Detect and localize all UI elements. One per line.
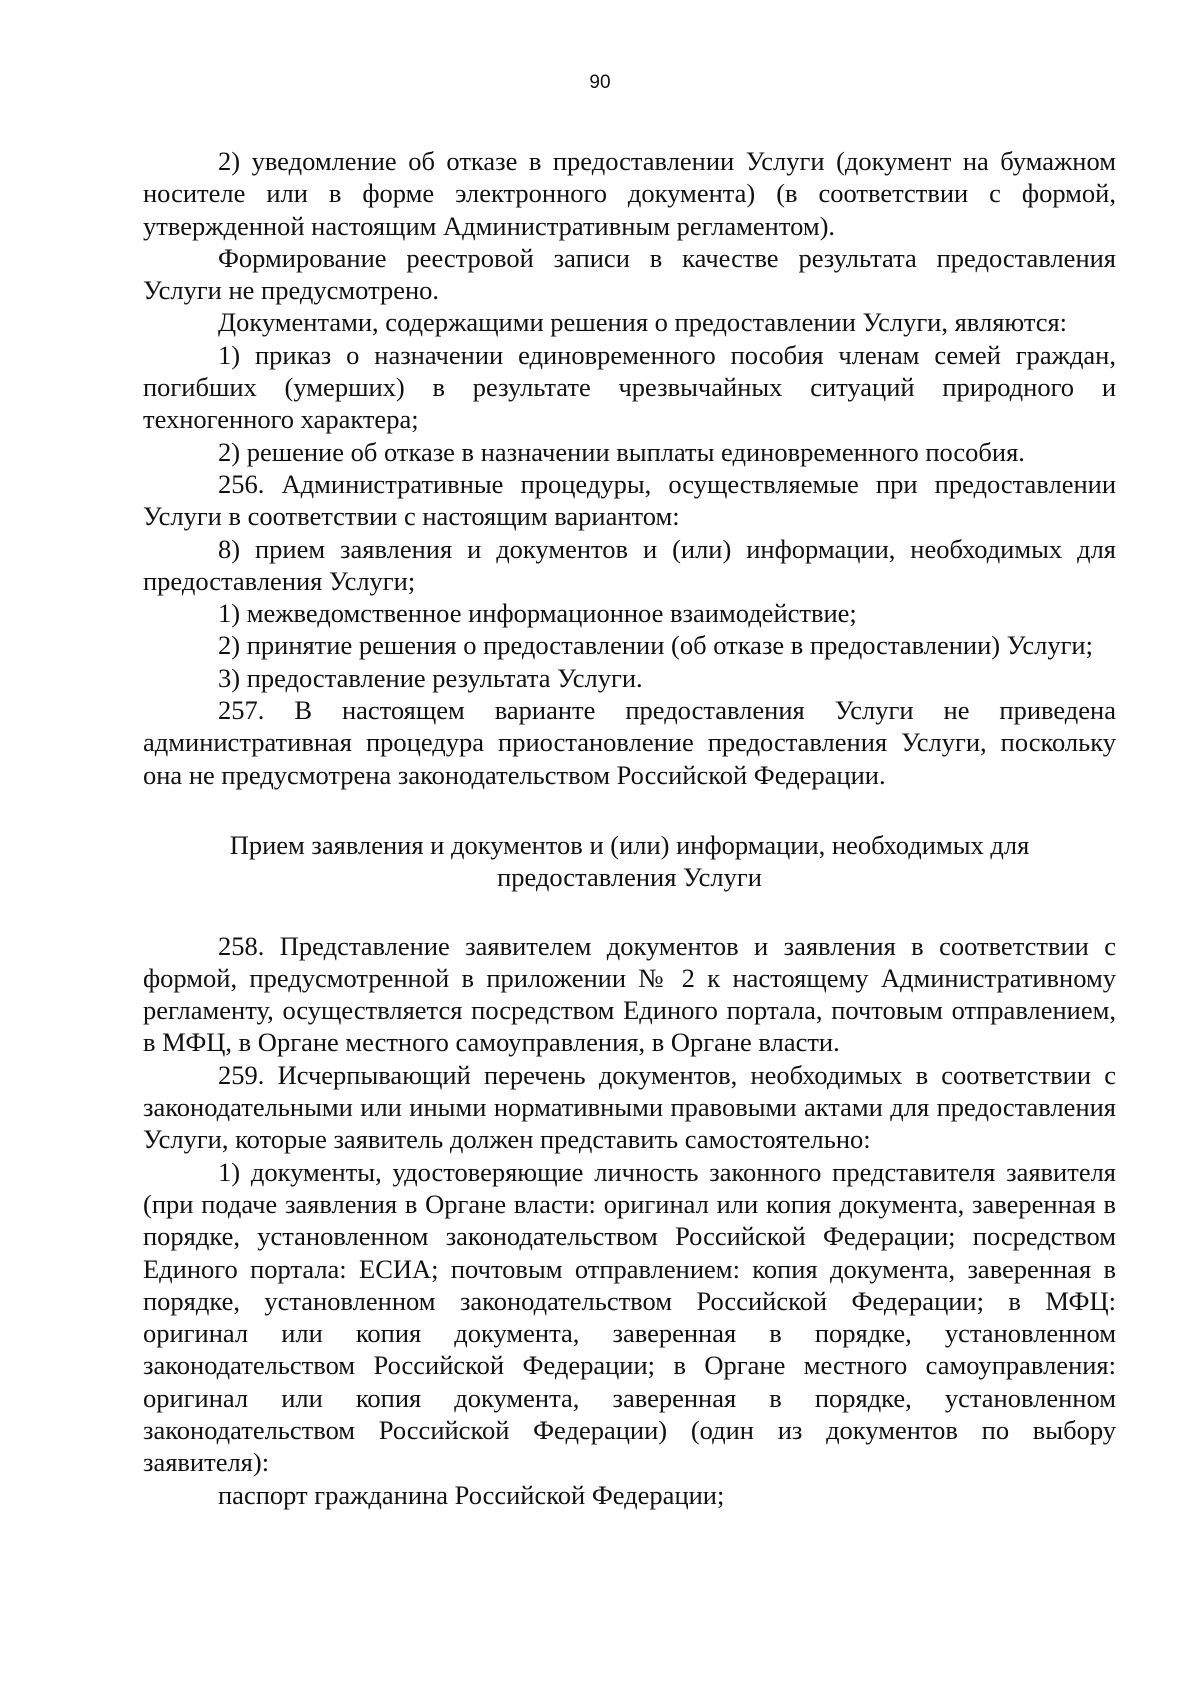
paragraph: 256. Административные процедуры, осуществляемые при предоставлении Услуги в соответствии с настоящим вариантом: [143, 468, 1116, 532]
paragraph: 2) уведомление об отказе в предоставлении Услуги (документ на бумажном носителе или в форме электронного документа) (в соответствии с формой, утвержденной настоящим Административным регламентом). [143, 146, 1116, 241]
paragraph: 2) решение об отказе в назначении выплаты единовременного пособия. [218, 436, 1025, 467]
paragraph: 2) принятие решения о предоставлении (об отказе в предоставлении) Услуги; [218, 630, 1093, 661]
paragraph: Формирование реестровой записи в качестве результата предоставления Услуги не предусмотрено. [143, 242, 1116, 306]
paragraph: 257. В настоящем варианте предоставления Услуги не приведена административная процедура приостановление предоставления Услуги, поскольку она не предусмотрена законодательством Российской Федерации. [143, 695, 1116, 790]
paragraph: 3) предоставление результата Услуги. [218, 662, 643, 693]
section-heading: Прием заявления и документов и (или) информации, необходимых для предоставления Услуги [229, 829, 1030, 893]
paragraph: Документами, содержащими решения о предоставлении Услуги, являются: [218, 307, 1068, 338]
page-number: 90 [589, 72, 611, 93]
document-body [143, 145, 1116, 1511]
paragraph: 259. Исчерпывающий перечень документов, необходимых в соответствии с законодательными или иными нормативными правовыми актами для предоставления Услуги, которые заявитель должен представить самостоятельно: [143, 1059, 1116, 1155]
paragraph: 8) прием заявления и документов и (или) информации, необходимых для предоставления Услуги; [143, 533, 1116, 596]
paragraph: 1) приказ о назначении единовременного пособия членам семей граждан, погибших (умерших) в результате чрезвычайных ситуаций природного и техногенного характера; [143, 339, 1116, 435]
paragraph: 1) межведомственное информационное взаимодействие; [218, 598, 857, 629]
paragraph: 1) документы, удостоверяющие личность законного представителя заявителя (при подаче заявления в Органе власти: оригинал или копия документа, заверенная в порядке, установленном законодательством Российской Федерации; посредством Единого портала: ЕСИА; почтовым отправлением: копия документа, заверенная в порядке, установленном законодательством Российской Федерации; в МФЦ: оригинал или копия документа, заверенная в порядке, установленном законодательством Российской Федерации; в Органе местного самоуправления: оригинал или копия документа, заверенная в порядке, установленном законодательством Российской Федерации) (один из документов по выбору заявителя): [143, 1156, 1116, 1478]
paragraph: 258. Представление заявителем документов и заявления в соответствии с формой, предусмотренной в приложении № 2 к настоящему Административному регламенту, осуществляется посредством Единого портала, почтовым отправлением, в МФЦ, в Органе местного самоуправления, в Органе власти. [143, 930, 1116, 1058]
paragraph: паспорт гражданина Российской Федерации; [218, 1479, 725, 1510]
